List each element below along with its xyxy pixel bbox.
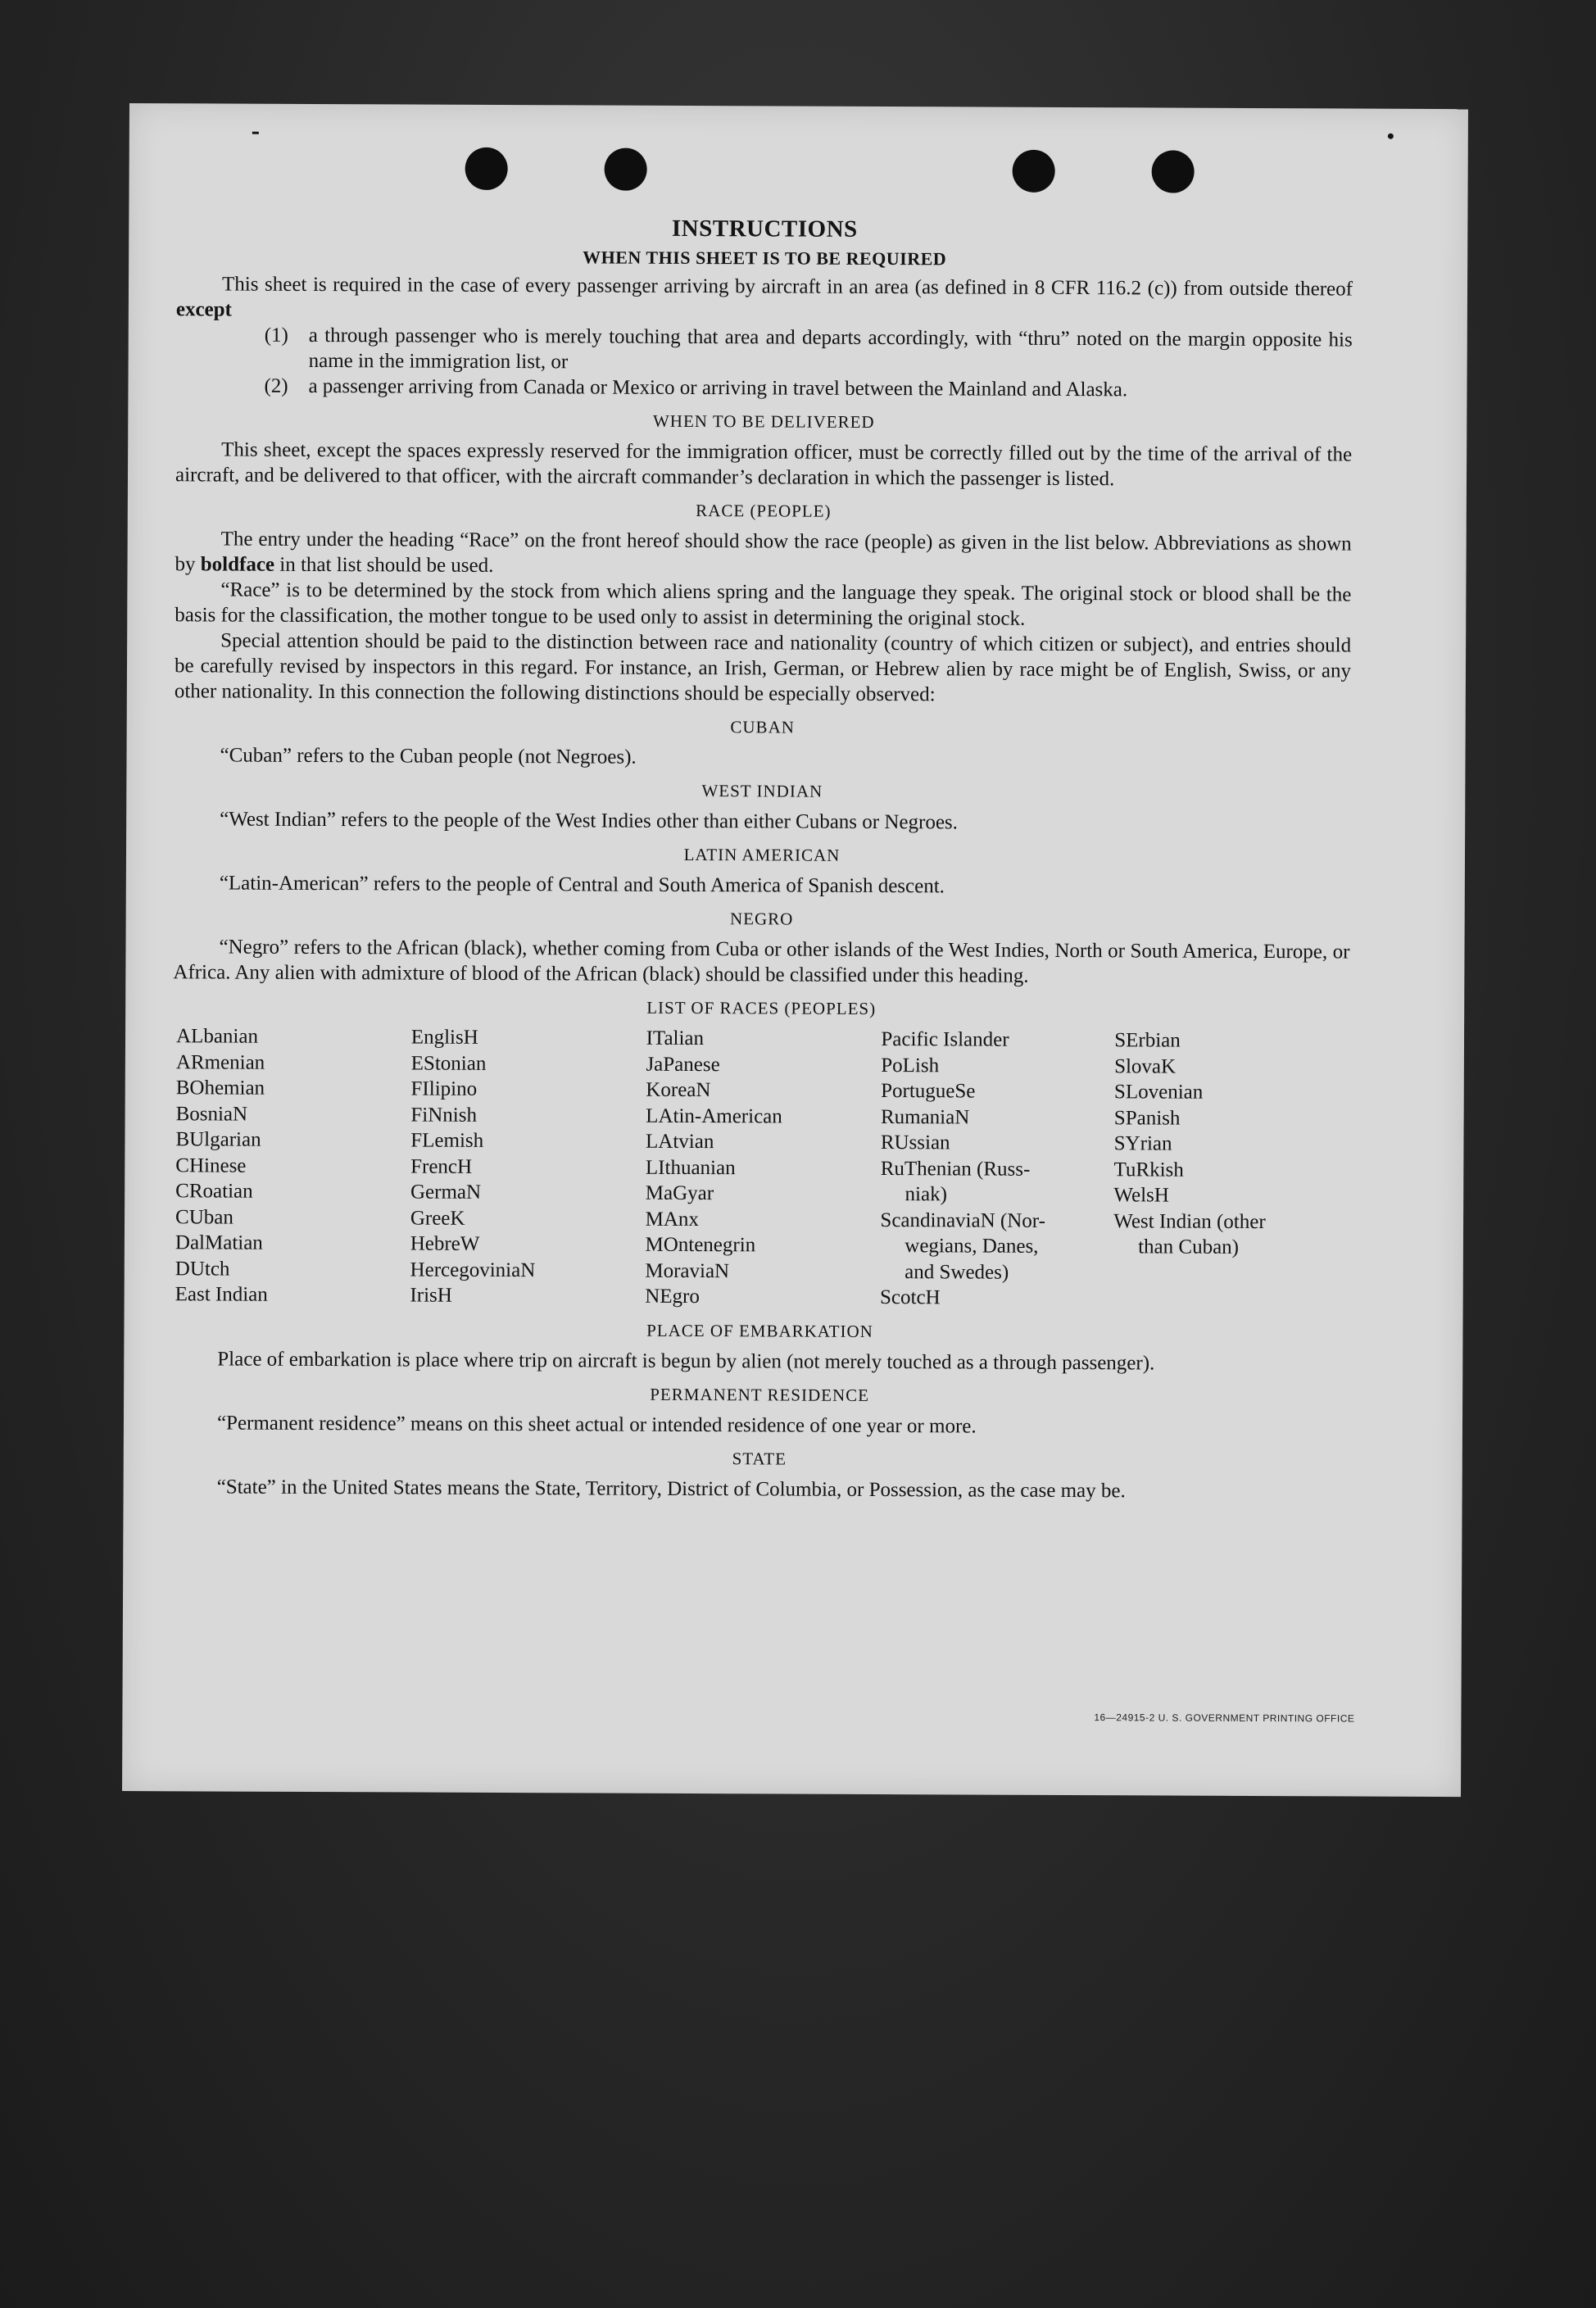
section-heading-cuban: CUBAN — [730, 717, 795, 737]
races-column — [645, 1026, 881, 1311]
race-item: PortugueSe — [881, 1080, 976, 1103]
race-item: WelsH — [1113, 1184, 1169, 1207]
section-heading-permanent-residence: PERMANENT RESIDENCE — [650, 1384, 870, 1405]
race-item: FrencH — [410, 1155, 473, 1178]
race-item: MoraviaN — [645, 1259, 730, 1282]
race-item: MaGyar — [645, 1181, 714, 1205]
race-item: TuRkish — [1113, 1158, 1184, 1181]
races-column — [880, 1027, 1114, 1312]
race-item: SYrian — [1113, 1132, 1172, 1155]
section-heading-when-delivered: WHEN TO BE DELIVERED — [652, 410, 875, 432]
race-item: MOntenegrin — [645, 1233, 756, 1257]
section-heading-when-required: WHEN THIS SHEET IS TO BE REQUIRED — [583, 247, 947, 270]
race-item: DUtch — [175, 1257, 230, 1281]
section-heading-west-indian: WEST INDIAN — [701, 781, 823, 801]
race-item: IrisH — [410, 1284, 452, 1307]
punch-hole — [465, 147, 508, 190]
race-item: NEgro — [645, 1285, 700, 1308]
race-item: FiNnish — [410, 1104, 478, 1127]
paragraph: “State” in the United States means the State, Territory, District of Columbia, or Possession, as the case may be. — [216, 1475, 1126, 1502]
instructions-content — [171, 214, 1353, 1504]
race-item: GermaN — [410, 1181, 482, 1204]
paragraph: “Race” is to be determined by the stock from which aliens spring and the language they speak. The original stock or blood shall be the basis for the classification, the mother tongue to be used only to assist in determining the original stock. — [175, 578, 1352, 630]
page-title: INSTRUCTIONS — [671, 215, 858, 243]
punch-hole — [1152, 150, 1195, 193]
race-item: MAnx — [645, 1208, 700, 1231]
races-column — [175, 1023, 411, 1308]
race-item: FIlipino — [410, 1077, 478, 1100]
section-heading-negro: NEGRO — [729, 909, 794, 929]
race-item: BosniaN — [175, 1102, 248, 1126]
document-sheet — [122, 103, 1468, 1797]
race-item: DalMatian — [175, 1231, 263, 1254]
race-item: West Indian (other than Cuban) — [1113, 1209, 1266, 1258]
races-list — [175, 1023, 1349, 1313]
section-heading-place-of-embarkation: PLACE OF EMBARKATION — [646, 1320, 873, 1341]
section-heading-race: RACE (PEOPLE) — [696, 501, 832, 521]
race-item: BUlgarian — [175, 1128, 261, 1151]
section-heading-latin-american: LATIN AMERICAN — [683, 844, 841, 865]
race-item: RuThenian (Russ- niak) — [880, 1157, 1031, 1206]
paragraph: This sheet, except the spaces expressly reserved for the immigration officer, must be correctly filled out by the time of the arrival of the aircraft, and be delivered to that officer, with the aircraft commander’s declaration in which the passenger is listed. — [175, 438, 1353, 491]
race-item: LIthuanian — [645, 1156, 736, 1179]
race-item: HercegoviniaN — [410, 1258, 536, 1281]
race-item: SErbian — [1114, 1029, 1181, 1052]
scan-speck — [1388, 134, 1394, 139]
race-item: JaPanese — [646, 1053, 720, 1076]
race-item: GreeK — [410, 1207, 465, 1230]
race-item: LAtin-American — [646, 1104, 782, 1127]
race-item: RumaniaN — [880, 1105, 970, 1128]
race-item: EStonian — [410, 1052, 487, 1075]
race-item: ScandinaviaN (Nor- wegians, Danes, and Swedes) — [880, 1208, 1046, 1284]
race-item: ALbanian — [175, 1025, 259, 1048]
section-heading-state: STATE — [732, 1448, 787, 1469]
race-item: SLovenian — [1113, 1081, 1204, 1104]
race-item: East Indian — [175, 1283, 268, 1306]
race-item: Pacific Islander — [881, 1028, 1009, 1051]
section-heading-list-of-races: LIST OF RACES (PEOPLES) — [646, 997, 877, 1018]
race-item: ScotcH — [879, 1286, 941, 1309]
race-item: CRoatian — [175, 1180, 253, 1203]
paragraph: Special attention should be paid to the distinction between race and nationality (country of which citizen or subject), and entries should be carefully revised by inspectors in this regard. For instance, an Irish, German, or Hebrew alien by race might be of English, Swiss, or any other nationality. In this connection the following distinctions should be especially observed: — [174, 629, 1352, 706]
race-item: RUssian — [880, 1131, 950, 1154]
race-item: BOhemian — [175, 1077, 265, 1100]
race-item: CHinese — [175, 1154, 247, 1177]
race-item: KoreaN — [646, 1078, 711, 1102]
paragraph: “Cuban” refers to the Cuban people (not Negroes). — [220, 744, 637, 769]
list-item: (1) a through passenger who is merely touching that area and departs accordingly, with “thru” noted on the margin opposite his name in the immigration list, or — [264, 324, 1353, 374]
race-item: ITalian — [646, 1027, 705, 1050]
race-item: SlovaK — [1114, 1054, 1177, 1078]
race-item: CUban — [175, 1205, 234, 1229]
scan-speck — [252, 132, 259, 134]
paragraph: “Permanent residence” means on this sheet actual or intended residence of one year or more. — [216, 1411, 977, 1438]
races-column — [1113, 1027, 1349, 1313]
paragraph: This sheet is required in the case of every passenger arriving by aircraft in an area (as defined in 8 CFR 116.2 (c)) from outside thereof except — [175, 273, 1353, 321]
race-item: EnglisH — [410, 1026, 478, 1049]
paragraph: “Negro” refers to the African (black), whether coming from Cuba or other islands of the West Indies, North or South America, Europe, or Africa. Any alien with admixture of blood of the African (black) should be classified under this heading. — [173, 936, 1350, 987]
paragraph: Place of embarkation is place where trip on aircraft is begun by alien (not merely touched as a through passenger). — [217, 1347, 1155, 1374]
race-item: ARmenian — [175, 1050, 265, 1074]
race-item: HebreW — [410, 1232, 480, 1255]
paragraph: The entry under the heading “Race” on the front hereof should show the race (people) as given in the list below. Abbreviations as shown by boldface in that list should be used. — [175, 528, 1352, 577]
paragraph: “Latin-American” refers to the people of Central and South America of Spanish descent. — [219, 872, 945, 898]
punch-hole — [605, 148, 647, 191]
paragraph: “West Indian” refers to the people of the West Indies other than either Cubans or Negroes. — [220, 808, 959, 834]
list-item: (2) a passenger arriving from Canada or Mexico or arriving in travel between the Mainland and Alaska. — [264, 374, 1128, 401]
race-item: LAtvian — [646, 1130, 714, 1154]
printing-office-mark: 16—24915-2 U. S. GOVERNMENT PRINTING OFFICE — [1094, 1712, 1355, 1725]
races-column — [410, 1025, 646, 1310]
race-item: SPanish — [1113, 1106, 1181, 1130]
punch-hole — [1013, 150, 1055, 193]
race-item: FLemish — [410, 1129, 484, 1152]
race-item: PoLish — [881, 1054, 940, 1077]
